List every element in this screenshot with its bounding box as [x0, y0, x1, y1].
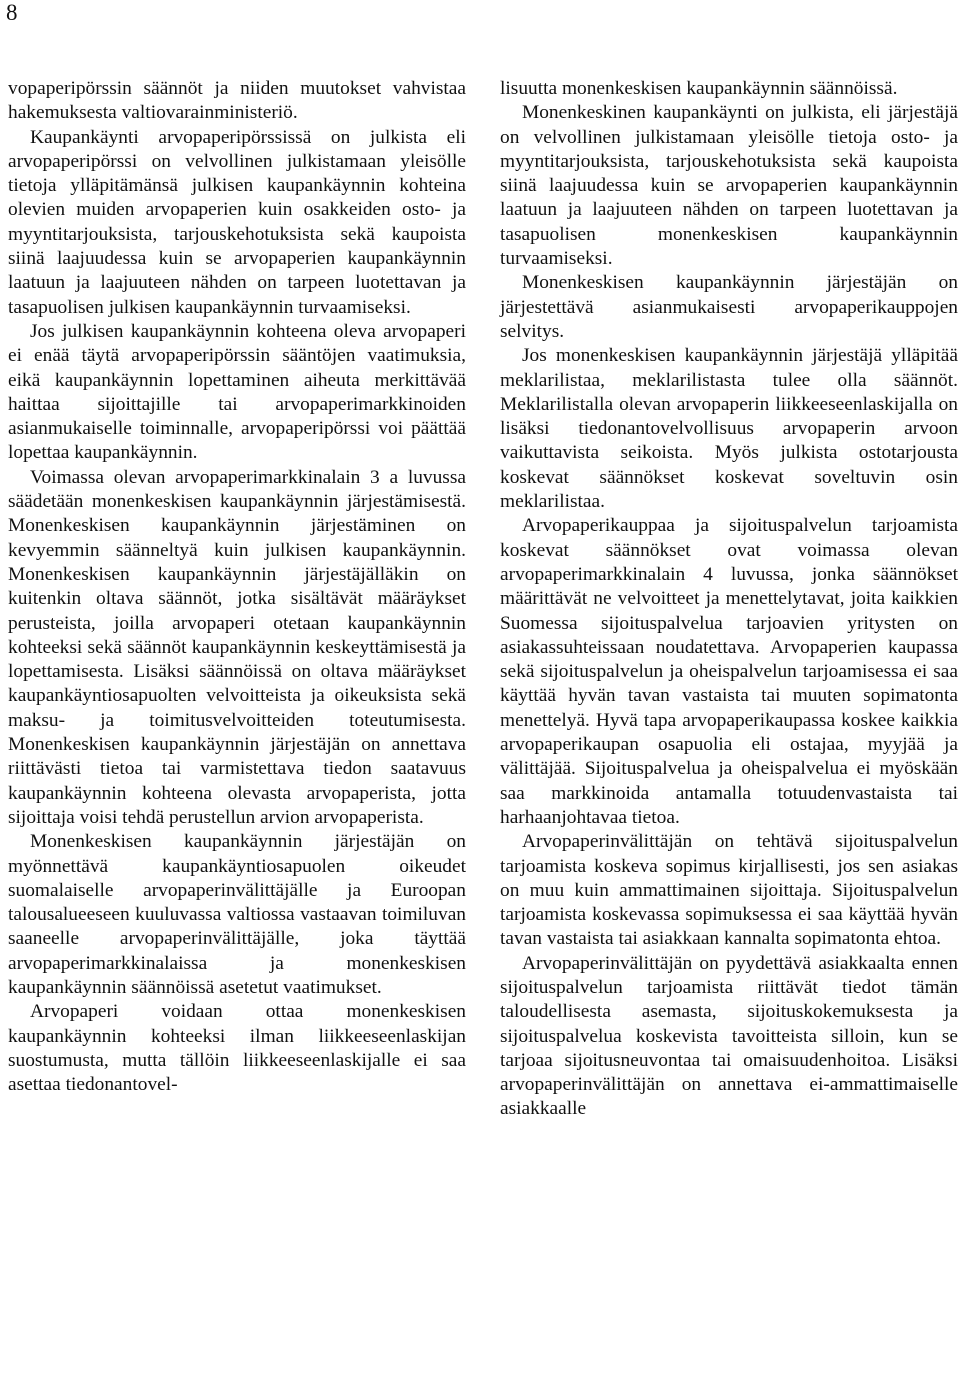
paragraph: Monenkeskisen kaupankäynnin järjestäjän on järjestettävä asianmukaisesti arvopaperikauppojen selvitys. — [500, 272, 958, 342]
paragraph: Arvopaperi voidaan ottaa monenkeskisen kaupankäynnin kohteeksi ilman liikkeeseenlaskijan suostumusta, mutta tällöin liikkeeseenlaskijalle ei saa asettaa tiedonantovel- — [8, 1001, 466, 1096]
paragraph: Arvopaperinvälittäjän on tehtävä sijoituspalvelun tarjoamista koskeva sopimus kirjallisesti, jos sen asiakas on muu kuin ammattimainen sijoittaja. Sijoituspalvelun tarjoamista koskevassa sopimuksessa ei saa käyttää hyvän tavan vastaista tai asiakkaan kannalta sopimatonta ehtoa. — [500, 831, 958, 950]
left-text-column — [8, 77, 466, 1097]
paragraph: Jos julkisen kaupankäynnin kohteena oleva arvopaperi ei enää täytä arvopaperipörssin sääntöjen vaatimuksia, eikä kaupankäynnin lopettaminen aiheuta merkittävää haittaa sijoittajille tai arvopaperimarkkinoiden asianmukaiselle toiminnalle, arvopaperipörssi voi päättää lopettaa kaupankäynnin. — [8, 320, 466, 464]
paragraph: Jos monenkeskisen kaupankäynnin järjestäjä ylläpitää meklarilistaa, meklarilistasta tulee olla säännöt. Meklarilistalla olevan arvopaperin liikkeeseenlaskijalla on lisäksi tiedonantovelvollisuus arvopaperin arvoon vaikuttavista seikoista. Myös julkista ostotarjousta koskevat säännökset koskevat soveltuvin osin meklarilistaa. — [500, 345, 958, 513]
paragraph: Kaupankäynti arvopaperipörssissä on julkista eli arvopaperipörssi on velvollinen julkistamaan yleisölle tietoja ylläpitämänsä julkisen kaupankäynnin kohteina olevien muiden arvopaperien kuin osakkeiden osto- ja myyntitarjouksista, tarjouskehotuksista sekä kaupoista siinä laajuudessa kuin se arvopaperien kaupankäynnin laatuun ja laajuuteen nähden on tarpeen luotettavan ja tasapuolisen julkisen kaupankäynnin turvaamiseksi. — [8, 126, 466, 318]
paragraph: Arvopaperikauppaa ja sijoituspalvelun tarjoamista koskevat säännökset ovat voimassa olevan arvopaperimarkkinalain 4 luvussa, jonka säännökset määrittävät ne velvoitteet ja menettelytavat, joita kaikkien Suomessa sijoituspalvelua tarjoavien yritysten on asiakassuhteissaan noudatettava. Arvopaperien kaupassa sekä sijoituspalvelun ja oheispalvelun tarjoamisessa ei saa käyttää hyvän tavan vastaista tai muuten sopimatonta menettelyä. Hyvä tapa arvopaperikaupassa koskee kaikkia arvopaperikaupan osapuolia eli ostajaa, myyjää ja välittäjää. Sijoituspalvelua ja oheispalvelua ei myöskään saa markkinoida antamalla totuudenvastaista tai harhaanjohtavaa tietoa. — [500, 515, 958, 828]
paragraph: lisuutta monenkeskisen kaupankäynnin säännöissä. — [500, 78, 898, 99]
paragraph: vopaperipörssin säännöt ja niiden muutokset vahvistaa hakemuksesta valtiovarainministeriö. — [8, 78, 466, 124]
paragraph: Voimassa olevan arvopaperimarkkinalain 3 a luvussa säädetään monenkeskisen kaupankäynnin järjestämisestä. Monenkeskisen kaupankäynnin järjestäminen on kevyemmin säänneltyä kuin julkisen kaupankäynnin. Monenkeskisen kaupankäynnin järjestäjälläkin on kuitenkin oltava säännöt, jotka sisältävät määräykset perusteista, joilla arvopaperi otetaan kaupankäynnin kohteeksi sekä säännöt kaupankäynnin keskeyttämisestä ja lopettamisesta. Lisäksi säännöissä on oltava määräykset kaupankäyntiosapuolten velvoitteista ja oikeuksista sekä maksu- ja toimitusvelvoitteiden toteutumisesta. Monenkeskisen kaupankäynnin järjestäjän on annettava riittävästi tietoa tai varmistettava tiedon saatavuus kaupankäynnin kohteena olevasta arvopaperista, jotta sijoittaja voisi tehdä perustellun arvion arvopaperista. — [8, 466, 466, 828]
paragraph: Monenkeskisen kaupankäynnin järjestäjän on myönnettävä kaupankäyntiosapuolen oikeudet suomalaiselle arvopaperinvälittäjälle ja Euroopan talousalueeseen kuuluvassa valtiossa vastaavan toimiluvan saaneelle arvopaperinvälittäjälle, joka täyttää arvopaperimarkkinalaissa ja monenkeskisen kaupankäynnin säännöissä asetetut vaatimukset. — [8, 831, 466, 998]
right-text-column — [500, 77, 958, 1122]
page-number: 8 — [6, 0, 18, 25]
paragraph: Arvopaperinvälittäjän on pyydettävä asiakkaalta ennen sijoituspalvelun tarjoamista riittävät tiedot tämän taloudellisesta asemasta, sijoituskokemuksesta ja sijoituspalvelua koskevista tavoitteista silloin, kun se tarjoaa sijoitusneuvontaa tai omaisuudenhoitoa. Lisäksi arvopaperinvälittäjän on annettava ei-ammattimaiselle asiakkaalle — [500, 952, 958, 1120]
paragraph: Monenkeskinen kaupankäynti on julkista, eli järjestäjä on velvollinen julkistamaan yleisölle tietoja osto- ja myyntitarjouksista, tarjouskehotuksista sekä kaupoista siinä laajuudessa kuin se arvopaperien kaupankäynnin laatuun ja laajuuteen nähden on tarpeen luotettavan ja tasapuolisen monenkeskisen kaupankäynnin turvaamiseksi. — [500, 102, 958, 270]
